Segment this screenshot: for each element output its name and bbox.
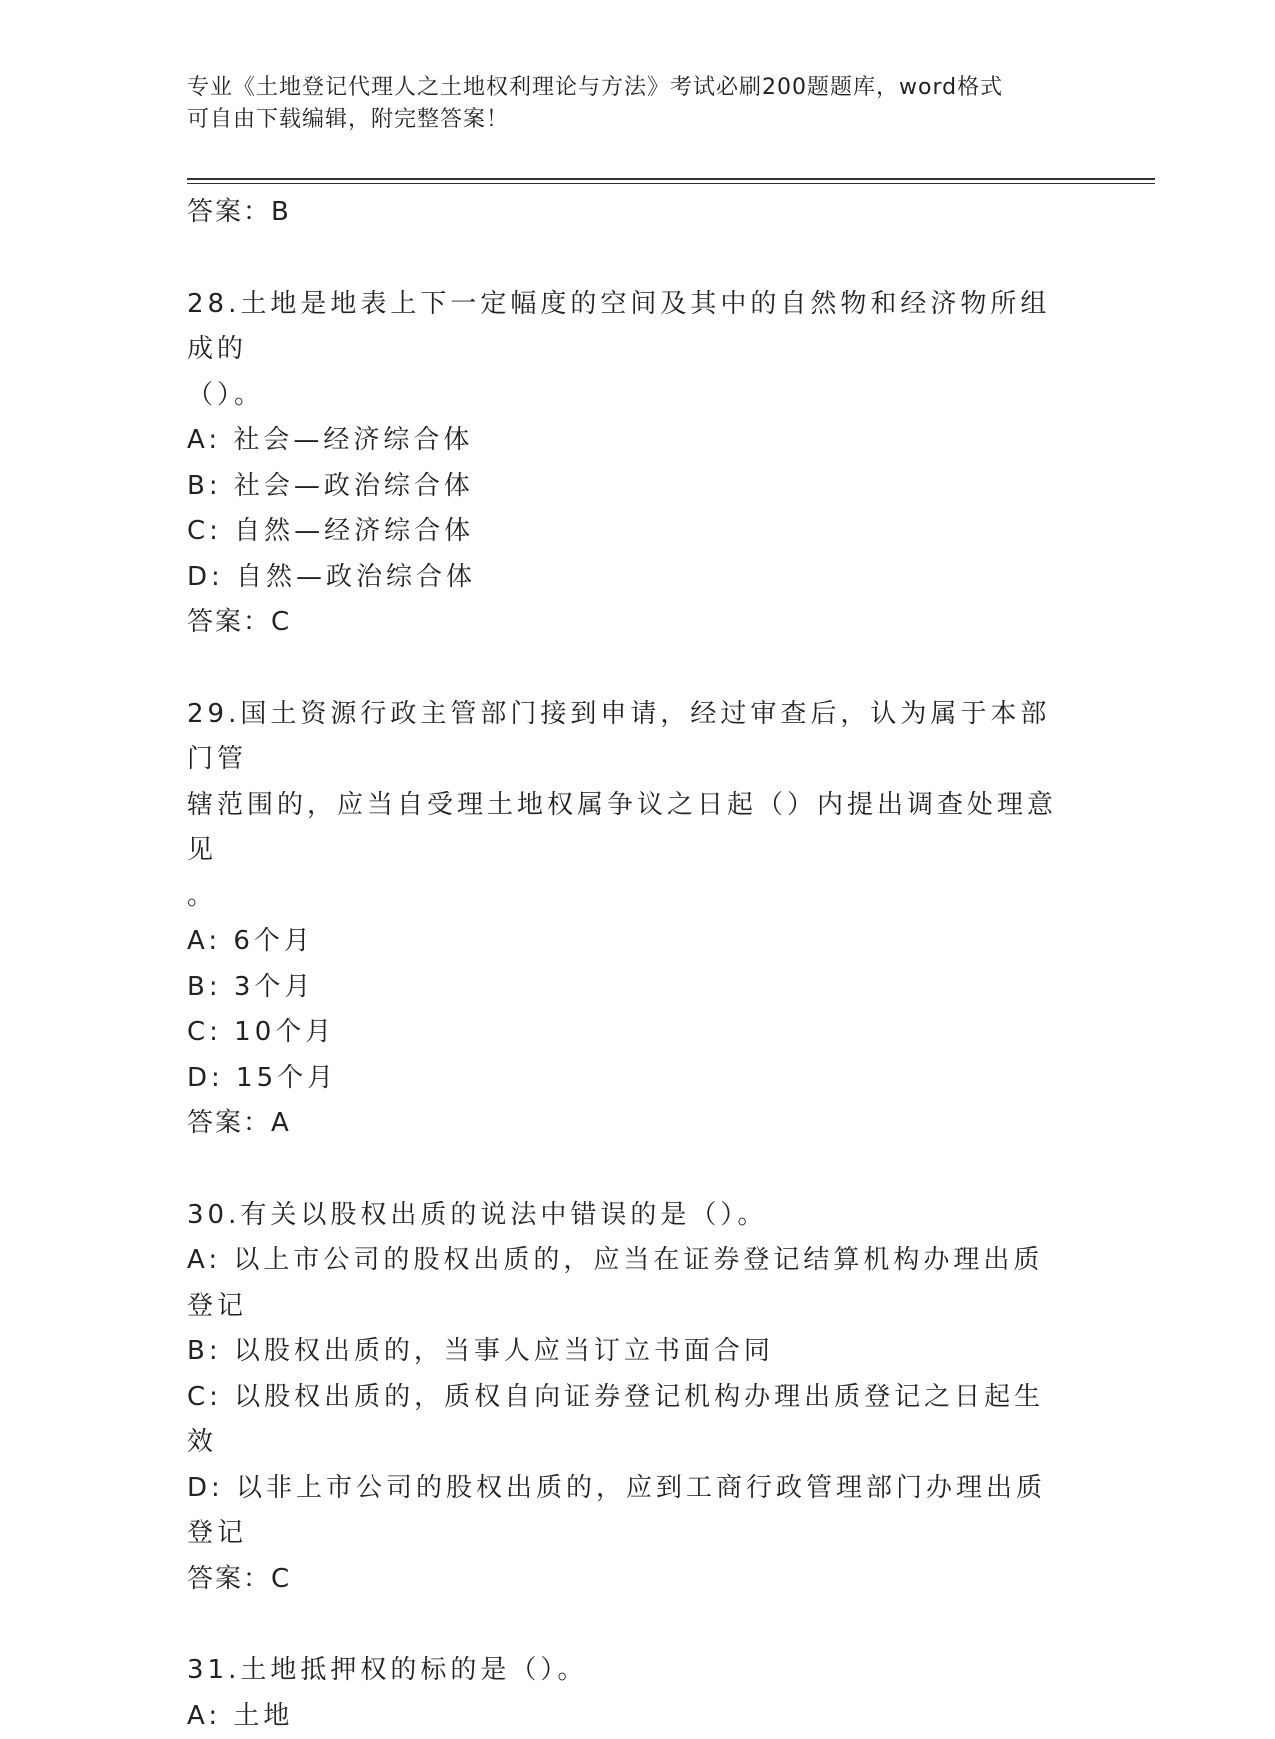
question-block [187,1648,1067,1739]
question-block [187,692,1067,1147]
question-text: 辖范围的，应当自受理土地权属争议之日起（）内提出调查处理意见 [187,783,1067,874]
question-text: 31.土地抵押权的标的是（）。 [187,1648,1067,1694]
option-a: A: 6个月 [187,919,1067,965]
option-c: C: 以股权出质的，质权自向证券登记机构办理出质登记之日起生效 [187,1375,1067,1466]
header-rule-thin [187,183,1155,184]
answer-line: 答案：C [187,1557,1067,1603]
header-rule-thick [187,178,1155,180]
question-text: 。 [187,874,1067,920]
option-d: D: 以非上市公司的股权出质的，应到工商行政管理部门办理出质登记 [187,1466,1067,1557]
question-block [187,1193,1067,1603]
option-a: A: 土地 [187,1694,1067,1739]
question-text: （）。 [187,373,1067,419]
question-text: 28.土地是地表上下一定幅度的空间及其中的自然物和经济物所组成的 [187,282,1067,373]
option-b: B: 社会—政治综合体 [187,464,1067,510]
option-c: C: 10个月 [187,1010,1067,1056]
document-header [187,72,1067,136]
option-a: A: 社会—经济综合体 [187,418,1067,464]
option-b: B: 3个月 [187,965,1067,1011]
question-text: 30.有关以股权出质的说法中错误的是（）。 [187,1193,1067,1239]
option-c: C: 自然—经济综合体 [187,509,1067,555]
option-d: D: 15个月 [187,1056,1067,1102]
question-block [187,282,1067,646]
option-b: B: 以股权出质的，当事人应当订立书面合同 [187,1329,1067,1375]
answer-line: 答案：B [187,190,1067,236]
answer-line: 答案：A [187,1101,1067,1147]
header-line-1: 专业《土地登记代理人之土地权利理论与方法》考试必刷200题题库，word格式 [187,72,1067,104]
question-text: 29.国土资源行政主管部门接到申请，经过审查后，认为属于本部门管 [187,692,1067,783]
option-a: A: 以上市公司的股权出质的，应当在证券登记结算机构办理出质登记 [187,1238,1067,1329]
option-d: D: 自然—政治综合体 [187,555,1067,601]
question-list [187,190,1067,1739]
header-line-2: 可自由下载编辑，附完整答案！ [187,104,1067,136]
answer-line: 答案：C [187,600,1067,646]
